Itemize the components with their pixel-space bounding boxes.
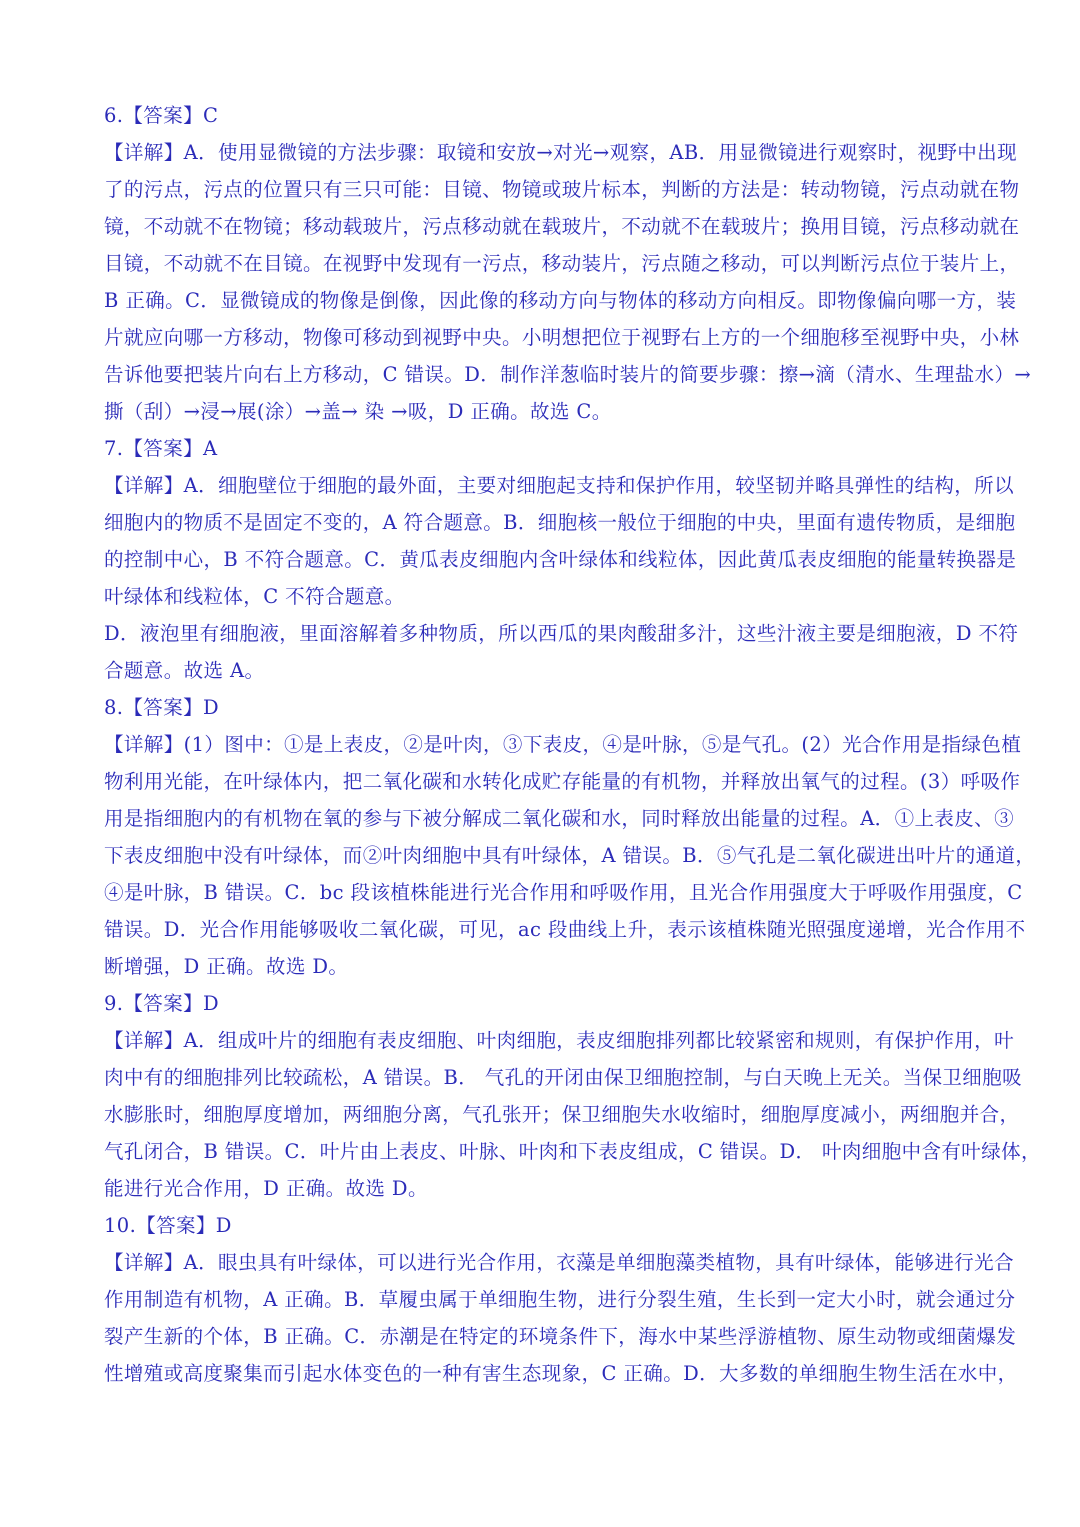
explanation-line: 的控制中心，B 不符合题意。C．黄瓜表皮细胞内含叶绿体和线粒体，因此黄瓜表皮细胞的能量转换器是 (104, 548, 1017, 571)
explanation-line: 作用制造有机物，A 正确。B．草履虫属于单细胞生物，进行分裂生殖，生长到一定大小时，就会通过分 (104, 1288, 1016, 1311)
answer-block-6 (104, 97, 1032, 430)
explanation-line: 性增殖或高度聚集而引起水体变色的一种有害生态现象，C 正确。D．大多数的单细胞生物生活在水中， (104, 1362, 1018, 1385)
explanation-line: 断增强，D 正确。故选 D。 (104, 955, 349, 978)
answer-header: 9.【答案】D (104, 992, 220, 1015)
explanation-line: 【详解】A．组成叶片的细胞有表皮细胞、叶肉细胞，表皮细胞排列都比较紧密和规则，有保护作用，叶 (104, 1029, 1014, 1052)
answer-header: 6.【答案】C (104, 104, 219, 127)
explanation-line: 了的污点，污点的位置只有三只可能：目镜、物镜或玻片标本，判断的方法是：转动物镜，污点动就在物 (104, 178, 1020, 201)
explanation-line: D．液泡里有细胞液，里面溶解着多种物质，所以西瓜的果肉酸甜多汁，这些汁液主要是细胞液，D 不符 (104, 622, 1019, 645)
explanation-line: 气孔闭合，B 错误。C．叶片由上表皮、叶脉、叶肉和下表皮组成，C 错误。D． 叶肉细胞中含有叶绿体， (104, 1140, 1041, 1163)
explanation-line: 物利用光能，在叶绿体内，把二氧化碳和水转化成贮存能量的有机物，并释放出氧气的过程。(3）呼吸作 (104, 770, 1021, 793)
answer-explanations (104, 97, 1041, 1392)
answer-block-7 (104, 430, 1019, 689)
explanation-line: B 正确。C．显微镜成的物像是倒像，因此像的移动方向与物体的移动方向相反。即物像偏向哪一方，装 (104, 289, 1017, 312)
answer-block-9 (104, 985, 1041, 1207)
explanation-line: 【详解】(1）图中：①是上表皮，②是叶肉，③下表皮，④是叶脉，⑤是气孔。(2）光合作用是指绿色植 (104, 733, 1022, 756)
answer-header: 8.【答案】D (104, 696, 220, 719)
answer-block-10 (104, 1207, 1018, 1392)
answer-header: 10.【答案】D (104, 1214, 232, 1237)
explanation-line: ④是叶脉，B 错误。C．bc 段该植株能进行光合作用和呼吸作用，且光合作用强度大于呼吸作用强度，C (104, 881, 1023, 904)
answer-header: 7.【答案】A (104, 437, 218, 460)
explanation-line: 【详解】A．使用显微镜的方法步骤：取镜和安放→对光→观察，AB．用显微镜进行观察时，视野中出现 (104, 141, 1017, 164)
explanation-line: 告诉他要把装片向右上方移动，C 错误。D．制作洋葱临时装片的简要步骤：擦→滴（清水、生理盐水）→ (104, 363, 1032, 386)
answer-block-8 (104, 689, 1036, 985)
explanation-line: 下表皮细胞中没有叶绿体，而②叶肉细胞中具有叶绿体，A 错误。B．⑤气孔是二氧化碳进出叶片的通道， (104, 844, 1036, 867)
explanation-line: 目镜，不动就不在目镜。在视野中发现有一污点，移动装片，污点随之移动，可以判断污点位于装片上， (104, 252, 1020, 275)
explanation-line: 撕（刮）→浸→展(涂）→盖→ 染 →吸，D 正确。故选 C。 (104, 400, 612, 423)
explanation-line: 水膨胀时，细胞厚度增加，两细胞分离，气孔张开；保卫细胞失水收缩时，细胞厚度减小，两细胞并合， (104, 1103, 1020, 1126)
explanation-line: 片就应向哪一方移动，物像可移动到视野中央。小明想把位于视野右上方的一个细胞移至视野中央，小林 (104, 326, 1020, 349)
explanation-line: 肉中有的细胞排列比较疏松，A 错误。B． 气孔的开闭由保卫细胞控制，与白天晚上无关。当保卫细胞吸 (104, 1066, 1023, 1089)
explanation-line: 【详解】A．细胞壁位于细胞的最外面，主要对细胞起支持和保护作用，较坚韧并略具弹性的结构，所以 (104, 474, 1014, 497)
explanation-line: 错误。D．光合作用能够吸收二氧化碳，可见，ac 段曲线上升，表示该植株随光照强度递增，光合作用不 (104, 918, 1026, 941)
explanation-line: 合题意。故选 A。 (104, 659, 265, 682)
explanation-line: 【详解】A．眼虫具有叶绿体，可以进行光合作用，衣藻是单细胞藻类植物，具有叶绿体，能够进行光合 (104, 1251, 1014, 1274)
explanation-line: 裂产生新的个体，B 正确。C．赤潮是在特定的环境条件下，海水中某些浮游植物、原生动物或细菌爆发 (104, 1325, 1017, 1348)
explanation-line: 镜，不动就不在物镜；移动载玻片，污点移动就在载玻片，不动就不在载玻片；换用目镜，污点移动就在 (104, 215, 1020, 238)
explanation-line: 用是指细胞内的有机物在氧的参与下被分解成二氧化碳和水，同时释放出能量的过程。A．①上表皮、③ (104, 807, 1014, 830)
explanation-line: 细胞内的物质不是固定不变的，A 符合题意。B．细胞核一般位于细胞的中央，里面有遗传物质，是细胞 (104, 511, 1016, 534)
explanation-line: 能进行光合作用，D 正确。故选 D。 (104, 1177, 428, 1200)
explanation-line: 叶绿体和线粒体，C 不符合题意。 (104, 585, 405, 608)
